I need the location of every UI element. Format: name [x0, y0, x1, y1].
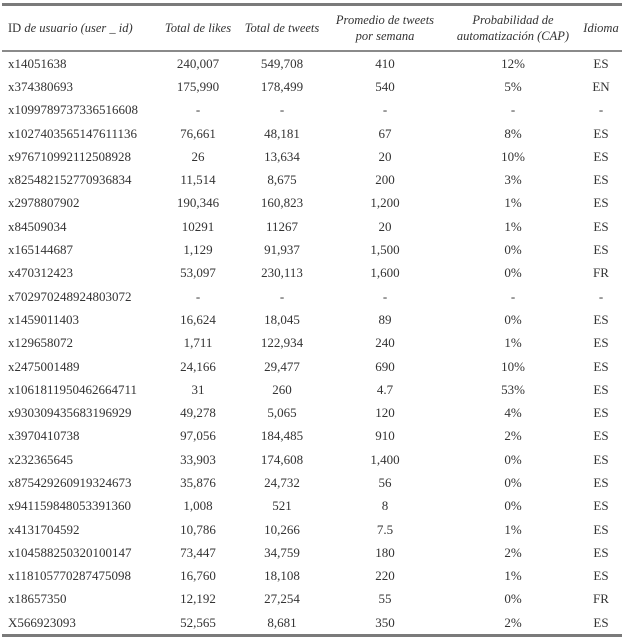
user-automation-table [2, 3, 622, 637]
cell-cap: 1% [504, 568, 522, 584]
cell-language: ES [593, 474, 609, 490]
table-row [2, 99, 622, 122]
table-row [2, 75, 622, 98]
cell-likes: 49,278 [180, 405, 216, 421]
table-row [2, 401, 622, 424]
cell-weekly-avg: 120 [375, 405, 395, 421]
cell-likes: 16,760 [180, 568, 216, 584]
cell-likes: 12,192 [180, 591, 216, 607]
header-row [2, 5, 622, 52]
cell-tweets: 13,634 [264, 148, 300, 164]
cell-weekly-avg: 1,500 [370, 242, 400, 258]
cell-tweets: 91,937 [264, 242, 300, 258]
cell-tweets: 230,113 [261, 265, 303, 281]
cell-user-id: x875429260919324673 [8, 474, 132, 490]
cell-language: ES [593, 521, 609, 537]
table-row [2, 262, 622, 285]
cell-tweets: 122,934 [260, 335, 304, 351]
cell-weekly-avg: 20 [378, 218, 392, 234]
cell-cap: 53% [501, 381, 525, 397]
table-row [2, 448, 622, 471]
cell-language: FR [593, 591, 609, 607]
cell-weekly-avg: - [382, 102, 388, 118]
cell-tweets: 521 [272, 498, 292, 514]
cell-language: ES [593, 498, 609, 514]
cell-cap: 10% [501, 358, 525, 374]
cell-cap: 0% [504, 591, 522, 607]
cell-language: ES [593, 568, 609, 584]
cell-user-id: x14051638 [8, 55, 67, 71]
cell-language: ES [593, 405, 609, 421]
cell-cap: 5% [504, 78, 522, 94]
cell-weekly-avg: 8 [381, 498, 389, 514]
cell-likes: - [195, 102, 201, 118]
cell-cap: 2% [504, 544, 522, 560]
cell-likes: 1,129 [183, 242, 213, 258]
cell-cap: 3% [504, 172, 522, 188]
cell-weekly-avg: 350 [375, 614, 395, 630]
cell-likes: 35,876 [180, 474, 216, 490]
table-row [2, 425, 622, 448]
cell-language: ES [593, 428, 609, 444]
cell-tweets: 8,681 [267, 614, 297, 630]
cell-user-id: x374380693 [8, 78, 73, 94]
cell-likes: 76,661 [180, 125, 216, 141]
cell-weekly-avg: 1,600 [370, 265, 400, 281]
cell-language: ES [593, 218, 609, 234]
cell-weekly-avg: 55 [378, 591, 392, 607]
table-body [2, 51, 622, 636]
table-row [2, 122, 622, 145]
cell-user-id: x1099789737336516608 [8, 102, 138, 118]
cell-likes: 11,514 [180, 172, 216, 188]
cell-cap: 0% [504, 474, 522, 490]
cell-language: ES [593, 195, 609, 211]
cell-user-id: x1459011403 [8, 311, 80, 327]
cell-cap: 1% [504, 521, 522, 537]
table-row [2, 518, 622, 541]
table-row [2, 332, 622, 355]
cell-weekly-avg: 180 [375, 544, 395, 560]
table-row [2, 355, 622, 378]
cell-language: ES [593, 335, 609, 351]
header-likes: Total de likes [156, 5, 240, 52]
table-row [2, 541, 622, 564]
cell-weekly-avg: 4.7 [376, 381, 394, 397]
cell-likes: 31 [191, 381, 205, 397]
cell-cap: 12% [501, 55, 525, 71]
cell-weekly-avg: 1,200 [370, 195, 400, 211]
cell-likes: 53,097 [180, 265, 216, 281]
table-row [2, 285, 622, 308]
table-row [2, 168, 622, 191]
table-row [2, 238, 622, 261]
cell-user-id: x84509034 [8, 218, 67, 234]
cell-likes: 10291 [181, 218, 215, 234]
cell-language: FR [593, 265, 609, 281]
cell-user-id: x1045882503201001 47 [8, 544, 132, 560]
cell-likes: 175,990 [176, 78, 220, 94]
table-row [2, 51, 622, 75]
cell-user-id: x1061811950462664711 [8, 381, 138, 397]
cell-user-id: x941159848053391360 [8, 498, 132, 514]
cell-tweets: - [279, 102, 285, 118]
cell-user-id: x2978807902 [8, 195, 80, 211]
cell-cap: 1% [504, 335, 522, 351]
cell-language: ES [593, 148, 609, 164]
header-user-id: ID de usuario (user _ id) [2, 5, 156, 52]
cell-tweets: 260 [272, 381, 292, 397]
cell-tweets: 178,499 [260, 78, 304, 94]
cell-tweets: 27,254 [264, 591, 300, 607]
cell-weekly-avg: - [382, 288, 388, 304]
cell-tweets: 48,181 [264, 125, 300, 141]
cell-language: ES [593, 172, 609, 188]
cell-cap: 1% [504, 195, 522, 211]
cell-language: ES [593, 311, 609, 327]
cell-language: ES [593, 55, 609, 71]
cell-language: ES [593, 544, 609, 560]
cell-cap: - [510, 288, 516, 304]
cell-user-id: x930309435683196929 [8, 405, 132, 421]
cell-weekly-avg: 240 [375, 335, 395, 351]
cell-tweets: 10,266 [264, 521, 300, 537]
table-row [2, 471, 622, 494]
cell-cap: 8% [504, 125, 522, 141]
cell-weekly-avg: 67 [378, 125, 392, 141]
cell-cap: 1% [504, 218, 522, 234]
cell-language: ES [593, 125, 609, 141]
cell-likes: 1,711 [183, 335, 213, 351]
cell-language: ES [593, 614, 609, 630]
cell-tweets: 8,675 [267, 172, 297, 188]
cell-user-id: x129658072 [8, 335, 73, 351]
cell-tweets: 5,065 [267, 405, 297, 421]
cell-weekly-avg: 56 [378, 474, 392, 490]
cell-weekly-avg: 910 [375, 428, 395, 444]
cell-tweets: - [279, 288, 285, 304]
cell-cap: 2% [504, 614, 522, 630]
cell-likes: 33,903 [180, 451, 216, 467]
cell-weekly-avg: 540 [375, 78, 395, 94]
table-row [2, 588, 622, 611]
cell-likes: 97,056 [180, 428, 216, 444]
cell-likes: 1,008 [183, 498, 213, 514]
cell-tweets: 549,708 [260, 55, 304, 71]
header-cap: Probabilidad de automatización (CAP) [446, 5, 580, 52]
cell-tweets: 11267 [265, 218, 299, 234]
cell-likes: 73,447 [180, 544, 216, 560]
cell-user-id: x165144687 [8, 242, 73, 258]
cell-user-id: x1027403565147611136 [8, 125, 138, 141]
cell-weekly-avg: 89 [378, 311, 392, 327]
cell-cap: 10% [501, 148, 525, 164]
cell-cap: 0% [504, 311, 522, 327]
table-row [2, 215, 622, 238]
cell-user-id: x2475001489 [8, 358, 80, 374]
cell-cap: 0% [504, 265, 522, 281]
cell-tweets: 18,108 [264, 568, 300, 584]
cell-language: ES [593, 381, 609, 397]
cell-weekly-avg: 220 [375, 568, 395, 584]
cell-user-id: x232365645 [8, 451, 73, 467]
table-row [2, 145, 622, 168]
cell-cap: 0% [504, 242, 522, 258]
cell-user-id: x18657350 [8, 591, 67, 607]
cell-tweets: 160,823 [260, 195, 304, 211]
cell-tweets: 29,477 [264, 358, 300, 374]
cell-language: EN [592, 78, 610, 94]
cell-tweets: 34,759 [264, 544, 300, 560]
cell-language: ES [593, 242, 609, 258]
cell-user-id: x825482152770936834 [8, 172, 132, 188]
cell-likes: 26 [191, 148, 205, 164]
cell-user-id: x976710992112508928 [8, 148, 132, 164]
cell-weekly-avg: 1,400 [370, 451, 400, 467]
table-row [2, 308, 622, 331]
cell-weekly-avg: 200 [375, 172, 395, 188]
header-language: Idioma [580, 5, 622, 52]
cell-weekly-avg: 690 [375, 358, 395, 374]
cell-likes: 16,624 [180, 311, 216, 327]
cell-weekly-avg: 20 [378, 148, 392, 164]
cell-user-id: x470312423 [8, 265, 73, 281]
cell-user-id: x3970410738 [8, 428, 80, 444]
cell-likes: 240,007 [176, 55, 220, 71]
cell-user-id: x1181057702874750 98 [8, 568, 132, 584]
cell-user-id: X566923093 [8, 614, 76, 630]
cell-cap: 4% [504, 405, 522, 421]
cell-language: ES [593, 358, 609, 374]
cell-likes: 190,346 [176, 195, 220, 211]
cell-user-id: x4131704592 [8, 521, 80, 537]
cell-cap: 0% [504, 451, 522, 467]
cell-tweets: 18,045 [264, 311, 300, 327]
cell-cap: - [510, 102, 516, 118]
cell-language: - [598, 288, 604, 304]
cell-language: - [598, 102, 604, 118]
table-row [2, 192, 622, 215]
cell-cap: 0% [504, 498, 522, 514]
cell-user-id: x702970248924803072 [8, 288, 132, 304]
cell-likes: 24,166 [180, 358, 216, 374]
cell-tweets: 174,608 [260, 451, 304, 467]
cell-likes: 10,786 [180, 521, 216, 537]
table-row [2, 565, 622, 588]
cell-tweets: 184,485 [260, 428, 304, 444]
table-row [2, 378, 622, 401]
table-row [2, 495, 622, 518]
cell-tweets: 24,732 [264, 474, 300, 490]
cell-weekly-avg: 7.5 [376, 521, 394, 537]
table-row [2, 611, 622, 636]
header-weekly-avg: Promedio de tweets por semana [324, 5, 446, 52]
cell-likes: 52,565 [180, 614, 216, 630]
cell-language: ES [593, 451, 609, 467]
cell-likes: - [195, 288, 201, 304]
header-tweets: Total de tweets [240, 5, 324, 52]
cell-weekly-avg: 410 [375, 55, 395, 71]
cell-cap: 2% [504, 428, 522, 444]
